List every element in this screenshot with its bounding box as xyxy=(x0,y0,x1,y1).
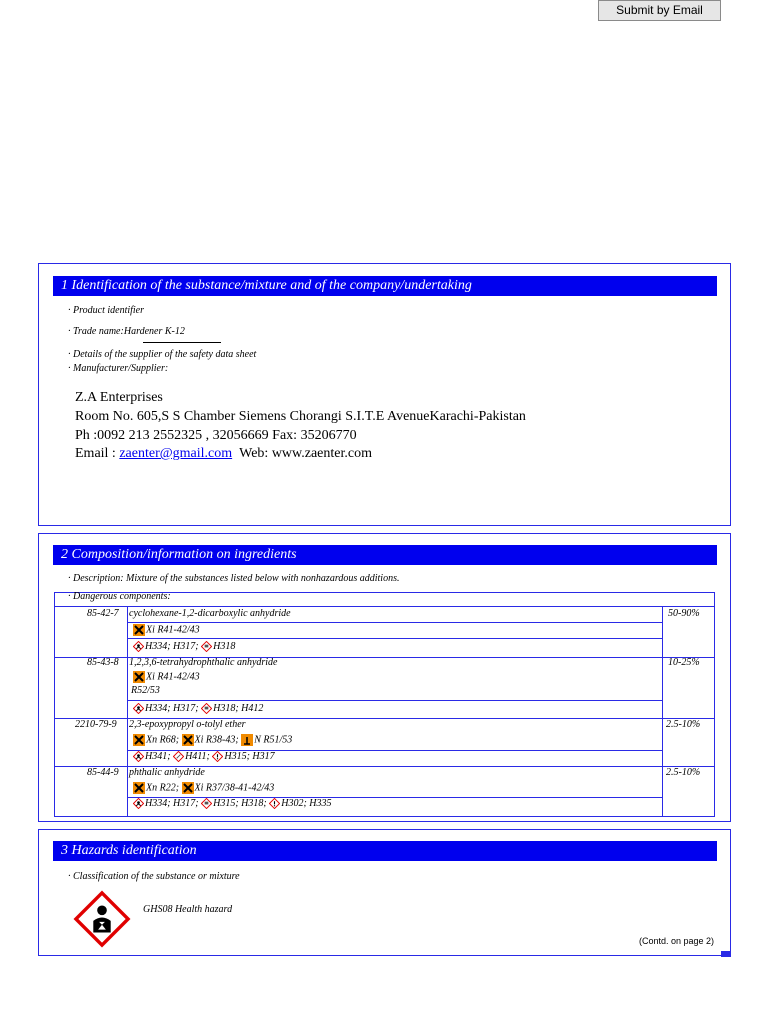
ghs09-environment-icon xyxy=(173,751,184,762)
section-1-title: 1 Identification of the substance/mixture and of the company/undertaking xyxy=(53,276,717,296)
row4-r-phrases xyxy=(133,782,274,794)
classification-label: · Classification of the substance or mixture xyxy=(68,871,240,882)
row2-r-text: Xi R41-42/43 xyxy=(146,671,200,683)
web-address: Web: www.zaenter.com xyxy=(239,446,372,461)
row4-h-text-1: H334; H317; xyxy=(145,798,199,809)
dangerous-components-label: · Dangerous components: xyxy=(68,591,171,602)
row4-h-text-2: H315; H318; xyxy=(213,798,267,809)
row1-name-underline xyxy=(127,622,662,623)
trade-name-underline xyxy=(143,342,221,343)
company-name: Z.A Enterprises xyxy=(75,390,163,405)
row2-r-phrases xyxy=(133,671,200,683)
ghs07-exclamation-icon xyxy=(212,751,223,762)
ghs08-health-hazard-icon xyxy=(133,703,144,714)
row4-name: phthalic anhydride xyxy=(129,767,205,778)
continued-note: (Contd. on page 2) xyxy=(639,936,715,946)
table-left-border xyxy=(54,592,55,817)
row2-r-underline xyxy=(127,700,662,701)
row4-r-text-1: Xn R22; xyxy=(146,782,180,794)
harmful-x-icon xyxy=(133,782,145,794)
ghs05-corrosion-icon xyxy=(201,641,212,652)
manufacturer-label: · Manufacturer/Supplier: xyxy=(68,363,169,374)
row4-r-text-2: Xi R37/38-41-42/43 xyxy=(194,782,275,794)
details-supplier-label: · Details of the supplier of the safety data sheet xyxy=(68,349,257,360)
product-identifier-label: · Product identifier xyxy=(68,305,145,316)
row3-name: 2,3-epoxypropyl o-tolyl ether xyxy=(129,719,246,730)
row1-cas: 85-42-7 xyxy=(87,608,119,619)
ghs07-exclamation-icon xyxy=(269,798,280,809)
row2-percent: 10-25% xyxy=(668,657,700,668)
table-header-border xyxy=(54,606,715,607)
page-corner-marker xyxy=(721,951,731,957)
ghs08-health-hazard-icon xyxy=(133,641,144,652)
trade-name-value: Hardener K-12 xyxy=(123,326,185,337)
row3-h-statements xyxy=(133,751,275,763)
row1-r-text: Xi R41-42/43 xyxy=(146,624,200,636)
row2-cas: 85-43-8 xyxy=(87,657,119,668)
trade-name-label: · Trade name: xyxy=(68,326,124,337)
row3-r-text-2: Xi R38-43; xyxy=(194,734,239,746)
section-identification xyxy=(38,263,731,526)
row4-cas: 85-44-9 xyxy=(87,767,119,778)
table-right-border xyxy=(714,592,715,817)
row2-name: 1,2,3,6-tetrahydrophthalic anhydride xyxy=(129,657,278,668)
table-percent-column-border xyxy=(662,606,663,817)
row2-r-extra: R52/53 xyxy=(131,685,160,696)
row1-name: cyclohexane-1,2-dicarboxylic anhydride xyxy=(129,608,291,619)
ghs08-health-hazard-pictogram-icon xyxy=(73,890,131,948)
section-3-title: 3 Hazards identification xyxy=(53,841,717,861)
table-bottom-border xyxy=(54,816,715,817)
row3-r-phrases xyxy=(133,734,292,746)
row4-h-statements xyxy=(133,798,332,810)
ghs05-corrosion-icon xyxy=(201,703,212,714)
harmful-x-icon xyxy=(133,624,145,636)
environment-hazard-icon xyxy=(241,734,253,746)
row1-r-underline xyxy=(127,638,662,639)
submit-by-email-button[interactable]: Submit by Email xyxy=(598,0,721,21)
trade-name-row xyxy=(68,326,185,337)
ghs08-label: GHS08 Health hazard xyxy=(143,904,233,915)
harmful-x-icon xyxy=(133,671,145,683)
harmful-x-icon xyxy=(133,734,145,746)
row3-h-text-3: H315; H317 xyxy=(224,751,275,762)
row1-h-text-1: H334; H317; xyxy=(145,641,199,652)
row2-h-text-2: H318; H412 xyxy=(213,703,264,714)
row3-h-text-1: H341; xyxy=(145,751,171,762)
row3-r-text-3: N R51/53 xyxy=(254,734,293,746)
email-label: Email : xyxy=(75,446,120,461)
row4-h-text-3: H302; H335 xyxy=(281,798,332,809)
row3-r-text-1: Xn R68; xyxy=(146,734,180,746)
row1-h-text-2: H318 xyxy=(213,641,236,652)
row3-h-text-2: H411; xyxy=(185,751,210,762)
ghs08-health-hazard-icon xyxy=(133,751,144,762)
irritant-x-icon xyxy=(182,782,194,794)
ghs08-health-hazard-icon xyxy=(133,798,144,809)
company-address: Room No. 605,S S Chamber Siemens Chorangi S.I.T.E AvenueKarachi-Pakistan xyxy=(75,409,526,424)
ghs05-corrosion-icon xyxy=(201,798,212,809)
row3-percent: 2.5-10% xyxy=(666,719,701,730)
row1-percent: 50-90% xyxy=(668,608,700,619)
company-phone: Ph :0092 213 2552325 , 32056669 Fax: 35206770 xyxy=(75,428,357,443)
email-link[interactable]: zaenter@gmail.com xyxy=(119,446,233,461)
row2-h-statements xyxy=(133,703,263,715)
section-hazards xyxy=(38,829,731,956)
row2-h-text-1: H334; H317; xyxy=(145,703,199,714)
composition-description: · Description: Mixture of the substances listed below with nonhazardous additions. xyxy=(68,573,400,584)
irritant-x-icon xyxy=(182,734,194,746)
row1-h-statements xyxy=(133,641,235,653)
row1-r-phrases xyxy=(133,624,200,636)
row3-cas: 2210-79-9 xyxy=(75,719,117,730)
row4-percent: 2.5-10% xyxy=(666,767,701,778)
company-contact-row xyxy=(75,446,372,462)
section-2-title: 2 Composition/information on ingredients xyxy=(53,545,717,565)
